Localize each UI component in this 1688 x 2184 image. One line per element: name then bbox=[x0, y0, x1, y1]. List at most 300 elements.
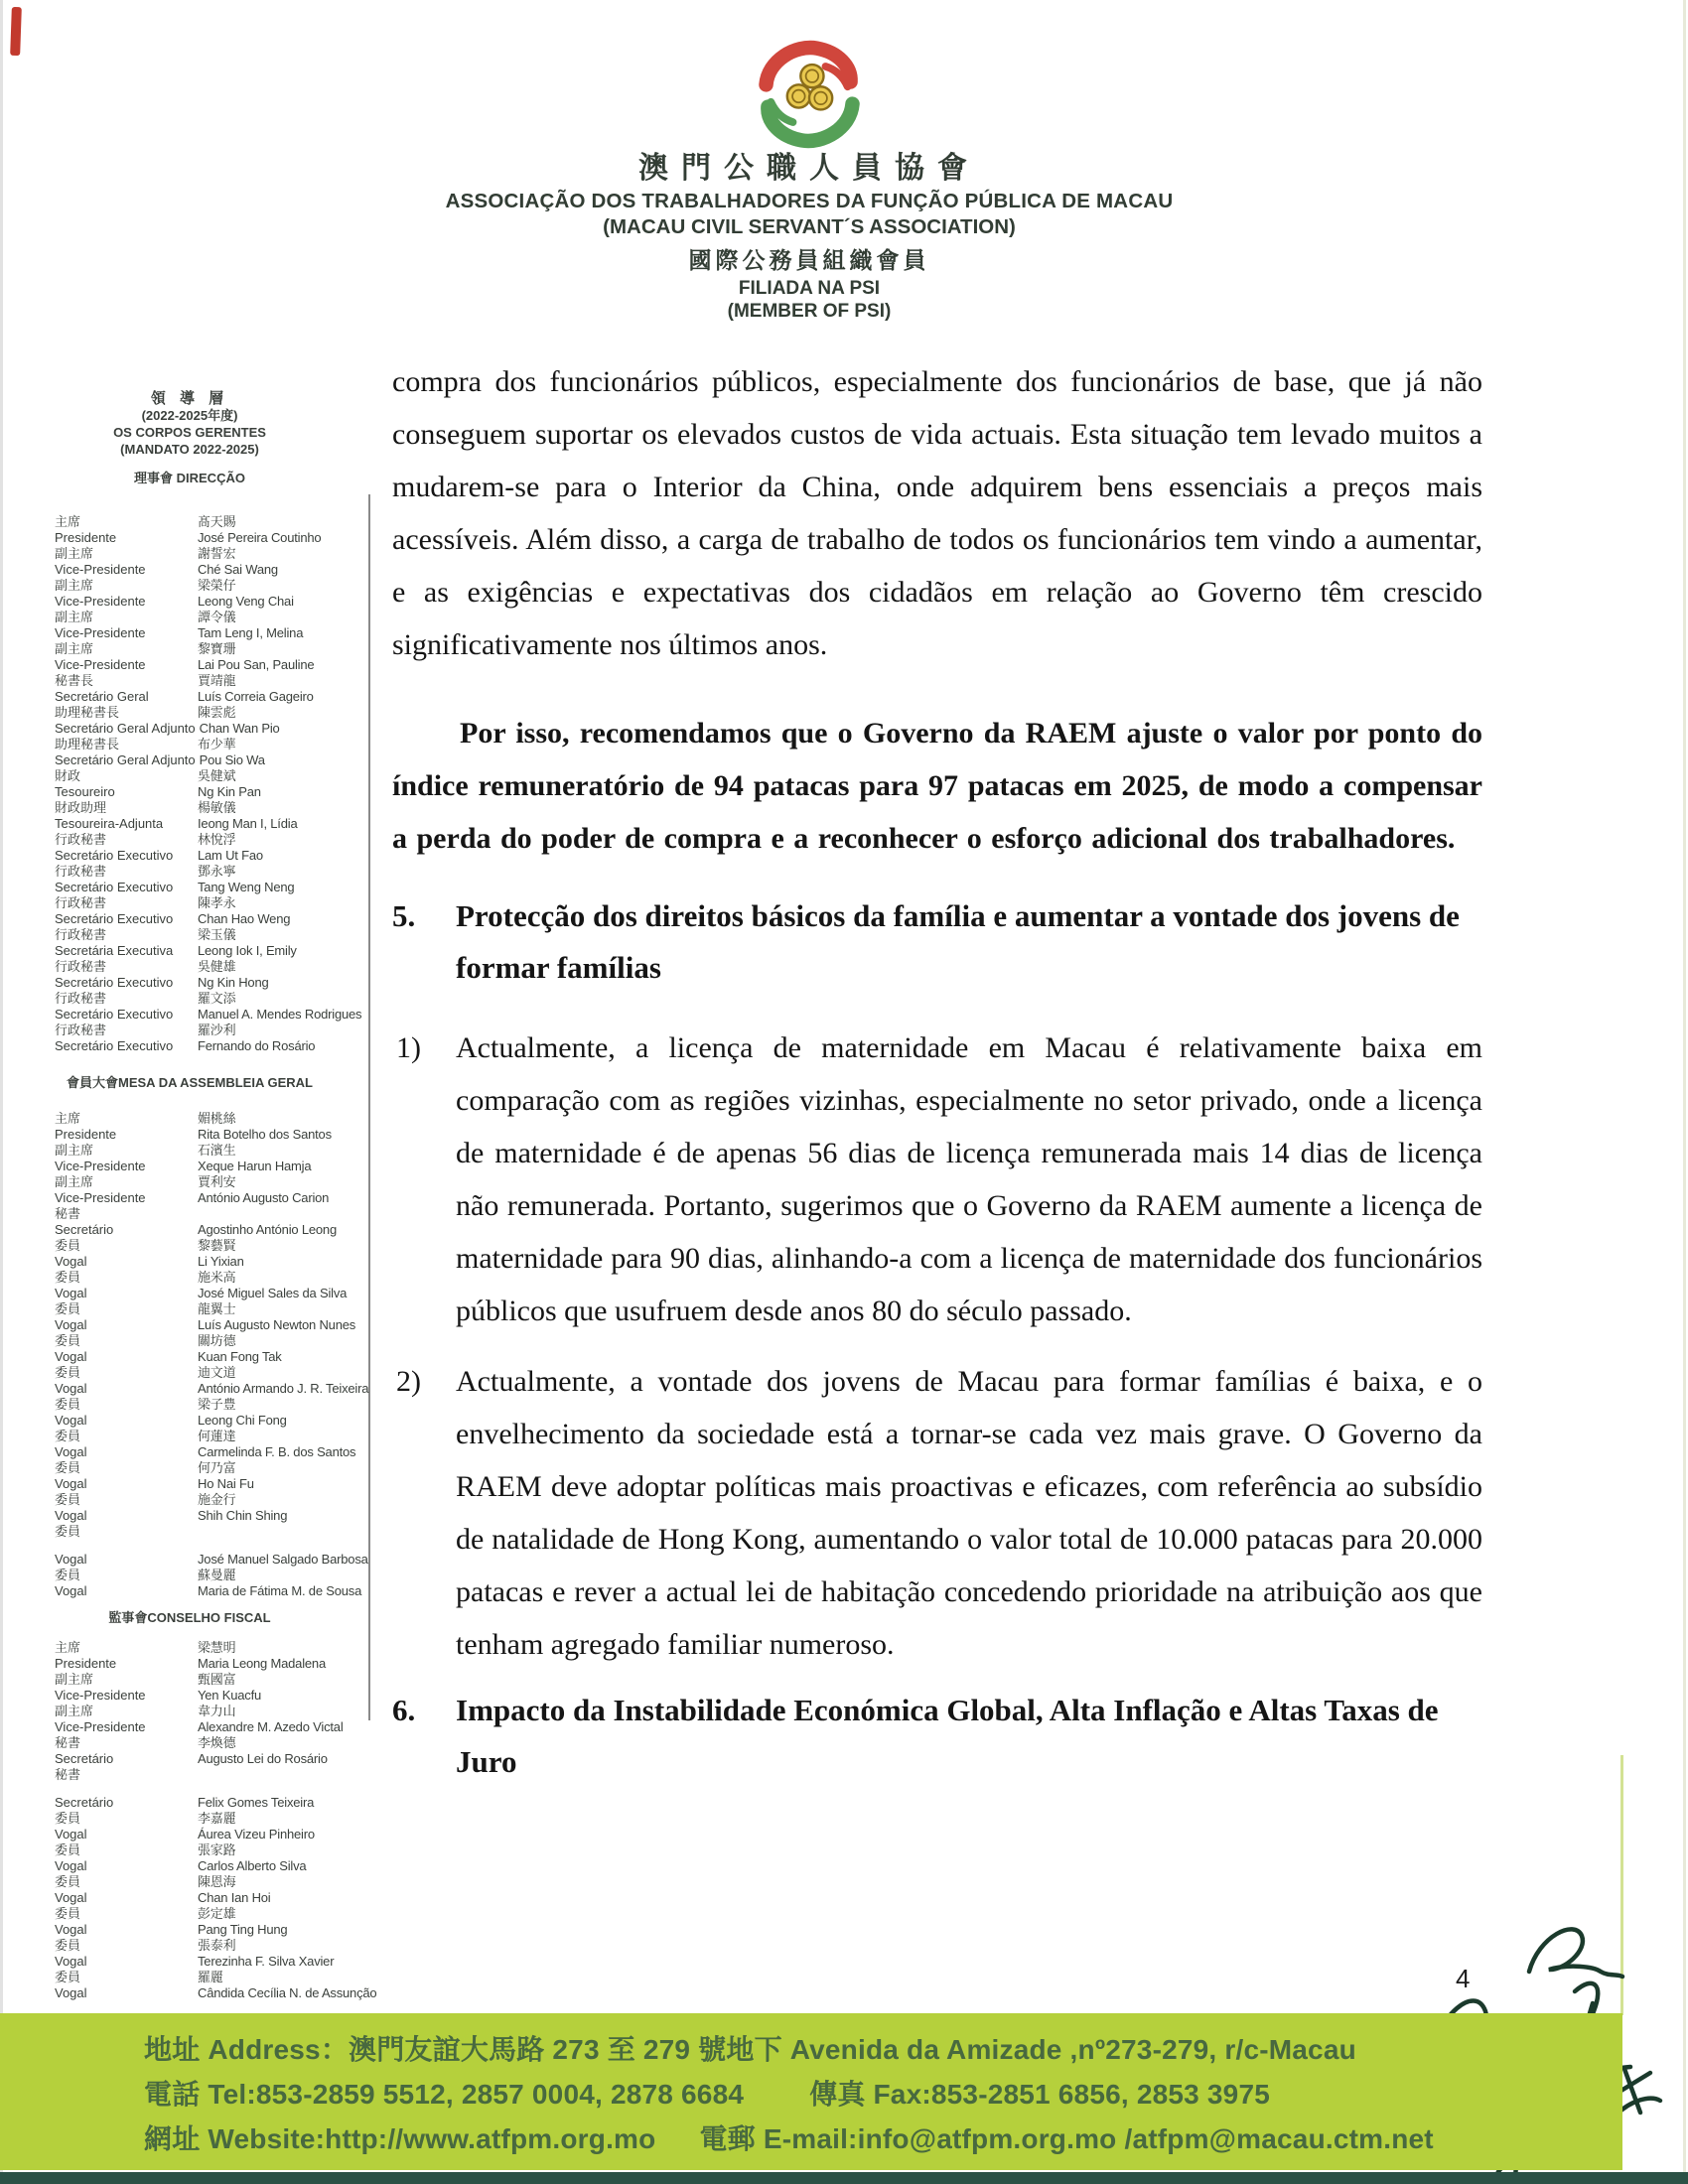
sidebar-section-title: 會員大會MESA DA ASSEMBLEIA GERAL bbox=[67, 1075, 313, 1090]
sidebar-member bbox=[55, 1333, 325, 1365]
member-role-pt: Vogal bbox=[55, 1954, 87, 1969]
member-name-pt: Luís Augusto Newton Nunes bbox=[198, 1317, 356, 1332]
member-name-pt: Ché Sai Wang bbox=[198, 562, 278, 577]
member-row-pt bbox=[55, 1508, 325, 1524]
member-role-zh: 秘書 bbox=[55, 1735, 81, 1750]
member-row-zh bbox=[55, 1568, 325, 1583]
member-role-pt: Vogal bbox=[55, 1413, 87, 1428]
member-role-pt: Vogal bbox=[55, 1381, 87, 1396]
member-row-zh bbox=[55, 1492, 325, 1508]
member-name-zh: 迪文道 bbox=[198, 1365, 236, 1380]
member-name-zh: 譚令儀 bbox=[198, 610, 236, 624]
sidebar-member bbox=[55, 864, 325, 895]
footer-tel: 電話 Tel:853-2859 5512, 2857 0004, 2878 6684 bbox=[144, 2079, 745, 2110]
member-name-pt: António Armando J. R. Teixeira bbox=[198, 1381, 369, 1396]
member-row-pt bbox=[55, 1254, 325, 1270]
member-row-pt bbox=[55, 752, 325, 768]
member-role-pt: Vice-Presidente bbox=[55, 1719, 146, 1734]
section-6-number: 6. bbox=[392, 1693, 416, 1727]
member-row-zh bbox=[55, 641, 325, 657]
sidebar-member bbox=[55, 578, 325, 610]
member-name-pt: Tam Leng I, Melina bbox=[198, 625, 304, 640]
member-role-pt: Presidente bbox=[55, 530, 117, 545]
footer-contact-text bbox=[144, 2027, 1434, 2161]
member-role-zh: 副主席 bbox=[55, 1672, 94, 1687]
sidebar-member bbox=[55, 991, 362, 1023]
member-role-zh: 行政秘書 bbox=[55, 927, 107, 942]
member-row-zh bbox=[55, 1906, 325, 1922]
member-row-pt bbox=[55, 880, 325, 895]
member-name-pt: Pou Sio Wa bbox=[199, 752, 265, 767]
member-name-zh: 彭定雄 bbox=[198, 1906, 236, 1921]
footer-contact-bar bbox=[0, 2013, 1622, 2170]
sidebar-member bbox=[55, 1672, 325, 1704]
member-row-zh bbox=[55, 991, 325, 1007]
member-name-pt: Terezinha F. Silva Xavier bbox=[198, 1954, 335, 1969]
body-paragraph: compra dos funcionários públicos, especialmente dos funcionários de base, que já não conseguem suportar os elevados custos de vida actuais. Esta situação tem levado muitos a mudarem-se para o Interior da China, onde adquirem bens essenciais a preços mais acessíveis. Além disso, a carga de trabalho de todos os funcionários tem vindo a aumentar, e as exigências e expectativas dos cidadãos em relação ao Governo têm crescido significativamente nos últimos anos. bbox=[392, 365, 1482, 661]
member-name-pt: Luís Correia Gageiro bbox=[198, 689, 314, 704]
member-role-pt: Presidente bbox=[55, 1656, 117, 1671]
member-name-zh: 陳雲彪 bbox=[198, 705, 236, 720]
member-role-zh: 委員 bbox=[55, 1568, 81, 1582]
member-role-zh: 委員 bbox=[55, 1938, 81, 1953]
sidebar-member bbox=[55, 1938, 335, 1970]
member-role-pt: Secretário Executivo bbox=[55, 975, 174, 990]
association-name-zh: 澳門公職人員協會 bbox=[638, 152, 980, 185]
member-role-pt: Secretária Executiva bbox=[55, 943, 174, 958]
member-name-pt: José Miguel Sales da Silva bbox=[198, 1286, 348, 1300]
member-name-pt: Felix Gomes Teixeira bbox=[198, 1795, 315, 1810]
member-name-zh: 吳健斌 bbox=[198, 768, 236, 783]
sidebar-member bbox=[55, 895, 325, 927]
member-name-pt: Pang Ting Hung bbox=[198, 1922, 288, 1937]
sidebar-member bbox=[55, 1111, 332, 1143]
member-row-pt bbox=[55, 1127, 332, 1143]
member-name-zh: 施金行 bbox=[198, 1492, 236, 1507]
member-role-pt: Vogal bbox=[55, 1827, 87, 1842]
member-row-zh bbox=[55, 895, 325, 911]
member-row-zh bbox=[55, 1023, 325, 1038]
member-row-pt bbox=[55, 1159, 325, 1174]
member-role-zh: 副主席 bbox=[55, 1174, 94, 1189]
member-name-pt: Ho Nai Fu bbox=[198, 1476, 254, 1491]
member-role-pt: Secretário Executivo bbox=[55, 911, 174, 926]
member-role-zh: 委員 bbox=[55, 1460, 81, 1475]
member-row-zh bbox=[55, 768, 325, 784]
section-5-number: 5. bbox=[392, 898, 416, 933]
member-row-pt bbox=[55, 1413, 325, 1429]
member-name-zh: 施米高 bbox=[198, 1270, 236, 1285]
sidebar-section bbox=[55, 1074, 369, 1599]
member-role-zh: 副主席 bbox=[55, 578, 94, 593]
member-name-zh: 賈靖龍 bbox=[198, 673, 236, 688]
member-role-pt: Vogal bbox=[55, 1286, 87, 1300]
member-name-pt: Yen Kuacfu bbox=[198, 1688, 262, 1703]
member-name-pt: José Manuel Salgado Barbosa bbox=[198, 1552, 368, 1567]
member-row-pt bbox=[55, 848, 325, 864]
member-row-pt bbox=[55, 1444, 356, 1460]
sidebar-member bbox=[55, 737, 325, 768]
member-role-pt: Presidente bbox=[55, 1127, 117, 1142]
member-role-pt: Vogal bbox=[55, 1922, 87, 1937]
member-role-zh: 委員 bbox=[55, 1970, 81, 1984]
page-number: 4 bbox=[1456, 1964, 1471, 1993]
association-logo bbox=[752, 36, 867, 153]
sidebar-member bbox=[55, 800, 325, 832]
letterhead bbox=[338, 152, 1281, 323]
member-role-pt: Secretário Geral Adjunto bbox=[55, 752, 196, 767]
member-role-zh: 委員 bbox=[55, 1238, 81, 1253]
psi-membership-pt: FILIADA NA PSI bbox=[738, 278, 881, 299]
sidebar-heading-mandate: (MANDATO 2022-2025) bbox=[120, 442, 259, 457]
sidebar-member bbox=[55, 610, 325, 641]
member-row-zh bbox=[55, 1524, 325, 1540]
member-role-pt: Vogal bbox=[55, 1476, 87, 1491]
section-5-title: Protecção dos direitos básicos da família e aumentar a vontade dos jovens de formar famílias bbox=[456, 898, 1460, 985]
member-role-pt: Vogal bbox=[55, 1985, 87, 2000]
member-role-pt: Secretário bbox=[55, 1222, 114, 1237]
member-name-pt: Xeque Harun Hamja bbox=[198, 1159, 312, 1173]
sidebar-member bbox=[55, 1429, 356, 1460]
member-role-zh: 委員 bbox=[55, 1843, 81, 1857]
item-2-text: Actualmente, a vontade dos jovens de Macau para formar famílias é baixa, e o envelhecimento da sociedade está a tornar-se cada vez mais grave. O Governo da RAEM deve adoptar políticas mais proactivas e eficazes, com referência ao subsídio de natalidade de Hong Kong, aumentando o valor total de 10.000 patacas para 20.000 patacas e rever a actual lei de habitação concedendo prioridade na atribuição aos que tenham agregado familiar numeroso. bbox=[456, 1365, 1482, 1661]
member-role-zh: 主席 bbox=[55, 514, 81, 529]
member-role-zh: 委員 bbox=[55, 1524, 81, 1539]
sidebar-member bbox=[55, 959, 325, 991]
member-role-zh: 秘書 bbox=[55, 1206, 81, 1221]
member-row-zh bbox=[55, 546, 325, 562]
member-name-zh: 陳孝永 bbox=[198, 895, 236, 910]
member-row-pt bbox=[55, 911, 325, 927]
member-name-zh: 鄧永寧 bbox=[198, 864, 236, 879]
sidebar-member bbox=[55, 1843, 325, 1874]
member-row-zh bbox=[55, 1767, 325, 1783]
association-name-en: (MACAU CIVIL SERVANT´S ASSOCIATION) bbox=[603, 215, 1016, 238]
member-name-pt: Agostinho António Leong bbox=[198, 1222, 337, 1237]
member-name-zh: 張家路 bbox=[198, 1843, 236, 1857]
letter-body bbox=[392, 355, 1482, 1788]
member-name-zh: 石濱生 bbox=[198, 1143, 236, 1158]
member-row-zh bbox=[55, 1811, 325, 1827]
member-role-zh: 委員 bbox=[55, 1301, 81, 1316]
sidebar-member bbox=[55, 1174, 330, 1206]
member-role-zh: 財政 bbox=[55, 768, 81, 783]
member-row-zh bbox=[55, 832, 325, 848]
member-name-pt: José Pereira Coutinho bbox=[198, 530, 322, 545]
member-name-pt: Fernando do Rosário bbox=[198, 1038, 316, 1053]
member-name-pt: Leong Iok I, Emily bbox=[198, 943, 297, 958]
member-name-zh: 李嘉麗 bbox=[198, 1811, 236, 1826]
member-role-pt: Secretário Geral Adjunto bbox=[55, 721, 196, 736]
red-pen-mark bbox=[10, 7, 22, 56]
member-row-pt bbox=[55, 1751, 328, 1767]
member-row-pt bbox=[55, 975, 325, 991]
member-role-zh: 主席 bbox=[55, 1111, 81, 1126]
member-name-zh: 梁榮仔 bbox=[198, 578, 236, 593]
member-role-pt: Vogal bbox=[55, 1349, 87, 1364]
member-row-zh bbox=[55, 578, 325, 594]
member-row-zh bbox=[55, 1143, 325, 1159]
member-name-zh: 梁玉儀 bbox=[198, 927, 236, 942]
member-role-pt: Vogal bbox=[55, 1508, 87, 1523]
member-row-zh bbox=[55, 1970, 325, 1985]
section-5-heading bbox=[392, 890, 1482, 994]
member-row-pt bbox=[55, 1552, 368, 1568]
sidebar-member bbox=[55, 1704, 344, 1735]
member-role-zh: 行政秘書 bbox=[55, 959, 107, 974]
member-name-zh: 黎藝賢 bbox=[198, 1238, 236, 1253]
footer-website: 網址 Website:http://www.atfpm.org.mo bbox=[144, 2123, 656, 2154]
member-role-zh: 委員 bbox=[55, 1270, 81, 1285]
member-row-zh bbox=[55, 1460, 325, 1476]
member-role-pt: Vogal bbox=[55, 1317, 87, 1332]
section-6-title: Impacto da Instabilidade Económica Global, Alta Inflação e Altas Taxas de Juro bbox=[456, 1693, 1439, 1779]
numbered-item-1 bbox=[392, 1022, 1482, 1337]
footer-phone-row bbox=[144, 2072, 1434, 2116]
member-row-zh bbox=[55, 705, 325, 721]
member-row-pt bbox=[55, 1985, 377, 2001]
member-row-pt bbox=[55, 1656, 325, 1672]
member-row-pt bbox=[55, 562, 325, 578]
member-role-pt: Secretário Executivo bbox=[55, 1007, 174, 1022]
member-name-pt: Li Yixian bbox=[198, 1254, 244, 1269]
member-name-zh: 羅沙利 bbox=[198, 1023, 236, 1037]
member-name-zh: 關坊德 bbox=[198, 1333, 236, 1348]
member-role-zh: 副主席 bbox=[55, 546, 94, 561]
member-name-pt: Chan Wan Pio bbox=[199, 721, 280, 736]
recommendation-paragraph: Por isso, recomendamos que o Governo da RAEM ajuste o valor por ponto do índice remuneratório de 94 patacas para 97 patacas em 2025, de modo a compensar a perda do poder de compra e a reconhecer o esforço adicional dos trabalhadores. bbox=[392, 717, 1482, 855]
member-row-zh bbox=[55, 1672, 325, 1688]
member-name-zh: 甄國富 bbox=[198, 1672, 236, 1687]
member-row-pt bbox=[55, 721, 325, 737]
member-row-zh bbox=[55, 1874, 325, 1890]
member-name-pt: Chan Ian Hoi bbox=[198, 1890, 271, 1905]
association-name-pt: ASSOCIAÇÃO DOS TRABALHADORES DA FUNÇÃO PÚBLICA DE MACAU bbox=[445, 190, 1174, 212]
member-name-zh: 媚桃絲 bbox=[198, 1111, 236, 1126]
member-role-zh: 行政秘書 bbox=[55, 895, 107, 910]
sidebar-member bbox=[55, 927, 325, 959]
member-row-pt bbox=[55, 1827, 325, 1843]
scan-edge-left bbox=[0, 0, 3, 2184]
sidebar-member bbox=[55, 514, 325, 546]
psi-membership-en: (MEMBER OF PSI) bbox=[727, 301, 892, 322]
member-name-zh: 布少華 bbox=[198, 737, 236, 751]
sidebar-member bbox=[55, 673, 325, 705]
sidebar-member bbox=[55, 1767, 325, 1811]
member-row-zh bbox=[55, 864, 325, 880]
member-role-zh: 副主席 bbox=[55, 610, 94, 624]
sidebar-heading-pt: OS CORPOS GERENTES bbox=[113, 425, 266, 440]
member-role-pt: Secretário bbox=[55, 1795, 114, 1810]
member-name-zh: 吳健雄 bbox=[198, 959, 236, 974]
sidebar-member-list bbox=[55, 1111, 369, 1599]
member-name-pt: Lam Ut Fao bbox=[198, 848, 263, 863]
sidebar-section-title: 理事會 DIRECÇÃO bbox=[134, 471, 245, 485]
member-row-pt bbox=[55, 1890, 325, 1906]
member-name-pt: António Augusto Carion bbox=[198, 1190, 330, 1205]
member-role-pt: Secretário Executivo bbox=[55, 880, 174, 894]
member-row-pt bbox=[55, 1476, 325, 1492]
sidebar-member bbox=[55, 1460, 325, 1492]
member-name-zh: 羅文添 bbox=[198, 991, 236, 1006]
member-name-zh: 髙天賜 bbox=[198, 514, 236, 529]
member-role-zh: 行政秘書 bbox=[55, 832, 107, 847]
sidebar-member bbox=[55, 1397, 325, 1429]
member-name-pt: Ieong Man I, Lídia bbox=[198, 816, 298, 831]
section-6-heading bbox=[392, 1685, 1482, 1788]
sidebar-member bbox=[55, 1524, 368, 1568]
member-row-pt bbox=[55, 657, 325, 673]
member-role-pt: Vice-Presidente bbox=[55, 1159, 146, 1173]
member-name-zh: 何乃富 bbox=[198, 1460, 236, 1475]
fold-line-artifact bbox=[368, 494, 370, 1720]
member-role-zh: 委員 bbox=[55, 1333, 81, 1348]
member-name-pt: Carlos Alberto Silva bbox=[198, 1858, 307, 1873]
member-role-zh: 委員 bbox=[55, 1365, 81, 1380]
member-row-pt bbox=[55, 1222, 337, 1238]
member-role-zh: 委員 bbox=[55, 1397, 81, 1412]
member-row-zh bbox=[55, 1270, 325, 1286]
sidebar-member bbox=[55, 705, 325, 737]
item-1-number: 1) bbox=[396, 1031, 421, 1064]
sidebar-member bbox=[55, 1301, 356, 1333]
member-row-pt bbox=[55, 1286, 348, 1301]
member-role-pt: Vogal bbox=[55, 1858, 87, 1873]
member-row-pt bbox=[55, 1349, 325, 1365]
footer-address-row bbox=[144, 2027, 1434, 2072]
sidebar-member bbox=[55, 1023, 325, 1054]
member-name-pt: Carmelinda F. B. dos Santos bbox=[198, 1444, 356, 1459]
member-name-zh: 李煥德 bbox=[198, 1735, 236, 1750]
sidebar-member bbox=[55, 832, 325, 864]
member-role-zh: 秘書長 bbox=[55, 673, 94, 688]
member-row-zh bbox=[55, 800, 325, 816]
member-row-pt bbox=[55, 530, 325, 546]
member-row-pt bbox=[55, 1858, 325, 1874]
sidebar-sections bbox=[55, 470, 377, 2001]
member-role-zh: 財政助理 bbox=[55, 800, 107, 815]
member-row-pt bbox=[55, 943, 325, 959]
member-name-zh: 羅麗 bbox=[198, 1970, 223, 1984]
footer-address: 地址 Address：澳門友誼大馬路 273 至 279 號地下 Avenida da Amizade ,nº273-279, r/c-Macau bbox=[144, 2034, 1356, 2065]
member-row-pt bbox=[55, 1922, 325, 1938]
sidebar-heading-year: (2022-2025年度) bbox=[141, 408, 238, 423]
member-row-zh bbox=[55, 1704, 325, 1719]
sidebar-member bbox=[55, 768, 325, 800]
member-role-pt: Vogal bbox=[55, 1444, 87, 1459]
member-name-pt: Áurea Vizeu Pinheiro bbox=[198, 1827, 315, 1842]
sidebar-member bbox=[55, 1492, 325, 1524]
sidebar-member bbox=[55, 1640, 325, 1672]
member-row-zh bbox=[55, 959, 325, 975]
member-row-zh bbox=[55, 673, 325, 689]
member-row-pt bbox=[55, 816, 325, 832]
member-name-pt: Rita Botelho dos Santos bbox=[198, 1127, 332, 1142]
member-name-pt: Kuan Fong Tak bbox=[198, 1349, 282, 1364]
member-row-zh bbox=[55, 610, 325, 625]
member-role-pt: Vice-Presidente bbox=[55, 1688, 146, 1703]
sidebar-member bbox=[55, 1365, 369, 1397]
member-name-pt: Chan Hao Weng bbox=[198, 911, 291, 926]
member-role-zh: 助理秘書長 bbox=[55, 737, 120, 751]
member-row-zh bbox=[55, 1429, 325, 1444]
member-role-pt: Vice-Presidente bbox=[55, 594, 146, 609]
sidebar-section bbox=[55, 1609, 377, 2001]
member-row-pt bbox=[55, 1190, 330, 1206]
member-role-zh: 行政秘書 bbox=[55, 864, 107, 879]
member-role-pt: Secretário Geral bbox=[55, 689, 149, 704]
member-name-pt: Lai Pou San, Pauline bbox=[198, 657, 315, 672]
member-name-pt: Maria Leong Madalena bbox=[198, 1656, 326, 1671]
member-name-pt: Alexandre M. Azedo Victal bbox=[198, 1719, 344, 1734]
member-name-zh: 梁慧明 bbox=[198, 1640, 236, 1655]
footer-email: 電郵 E-mail:info@atfpm.org.mo /atfpm@macau.ctm.net bbox=[699, 2123, 1434, 2154]
member-row-zh bbox=[55, 1397, 325, 1413]
scan-edge-right bbox=[1683, 0, 1686, 2184]
member-role-zh: 助理秘書長 bbox=[55, 705, 120, 720]
member-row-pt bbox=[55, 1583, 362, 1599]
member-role-zh: 行政秘書 bbox=[55, 1023, 107, 1037]
sidebar-member bbox=[55, 1906, 325, 1938]
sidebar-member-list bbox=[55, 514, 362, 1054]
member-row-pt bbox=[55, 1954, 335, 1970]
member-row-zh bbox=[55, 1333, 325, 1349]
member-name-pt: Cândida Cecília N. de Assunção bbox=[198, 1985, 377, 2000]
member-name-pt: Ng Kin Hong bbox=[198, 975, 269, 990]
member-name-pt: Leong Chi Fong bbox=[198, 1413, 287, 1428]
member-row-pt bbox=[55, 1381, 369, 1397]
sidebar-heading-zh: 領 導 層 bbox=[150, 390, 229, 407]
member-row-pt bbox=[55, 689, 325, 705]
member-row-zh bbox=[55, 1843, 325, 1858]
member-role-zh: 委員 bbox=[55, 1429, 81, 1443]
member-row-zh bbox=[55, 514, 325, 530]
member-role-zh: 副主席 bbox=[55, 641, 94, 656]
member-name-zh: 黎寶珊 bbox=[198, 641, 236, 656]
member-role-pt: Vice-Presidente bbox=[55, 625, 146, 640]
governing-bodies-sidebar bbox=[55, 390, 377, 2001]
member-row-pt bbox=[55, 1688, 325, 1704]
member-row-zh bbox=[55, 927, 325, 943]
sidebar-member bbox=[55, 1270, 348, 1301]
member-name-zh: 蘇曼麗 bbox=[198, 1568, 236, 1582]
member-role-pt: Vogal bbox=[55, 1254, 87, 1269]
member-role-zh: 副主席 bbox=[55, 1704, 94, 1718]
item-1-text: Actualmente, a licença de maternidade em Macau é relativamente baixa em comparação com as regiões vizinhas, especialmente no setor privado, onde a licença de maternidade é de apenas 56 dias de licença remunerada mais 14 dias de licença não remunerada. Portanto, sugerimos que o Governo da RAEM aumente a licença de maternidade para 90 dias, alinhando-a com a licença de maternidade dos funcionários públicos que usufruem desde anos 80 do século passado. bbox=[456, 1031, 1482, 1327]
member-role-pt: Vogal bbox=[55, 1583, 87, 1598]
sidebar-member bbox=[55, 1811, 325, 1843]
member-row-pt bbox=[55, 1719, 344, 1735]
item-2-number: 2) bbox=[396, 1365, 421, 1398]
member-name-pt: Shih Chin Shing bbox=[198, 1508, 288, 1523]
footer-dark-strip bbox=[0, 2172, 1688, 2184]
member-row-zh bbox=[55, 1206, 325, 1222]
logo-coins bbox=[787, 65, 832, 109]
member-role-pt: Vogal bbox=[55, 1552, 87, 1567]
member-role-zh: 行政秘書 bbox=[55, 991, 107, 1006]
sidebar-member bbox=[55, 1238, 325, 1270]
member-name-zh: 梁子豊 bbox=[198, 1397, 236, 1412]
member-row-pt bbox=[55, 1007, 362, 1023]
footer-fax: 傳真 Fax:853-2851 6856, 2853 3975 bbox=[809, 2079, 1270, 2110]
member-row-zh bbox=[55, 1111, 325, 1127]
member-row-zh bbox=[55, 1735, 325, 1751]
member-row-pt bbox=[55, 1317, 356, 1333]
member-row-zh bbox=[55, 1938, 325, 1954]
sidebar-member bbox=[55, 1143, 325, 1174]
sidebar-member bbox=[55, 1874, 325, 1906]
member-row-zh bbox=[55, 1238, 325, 1254]
